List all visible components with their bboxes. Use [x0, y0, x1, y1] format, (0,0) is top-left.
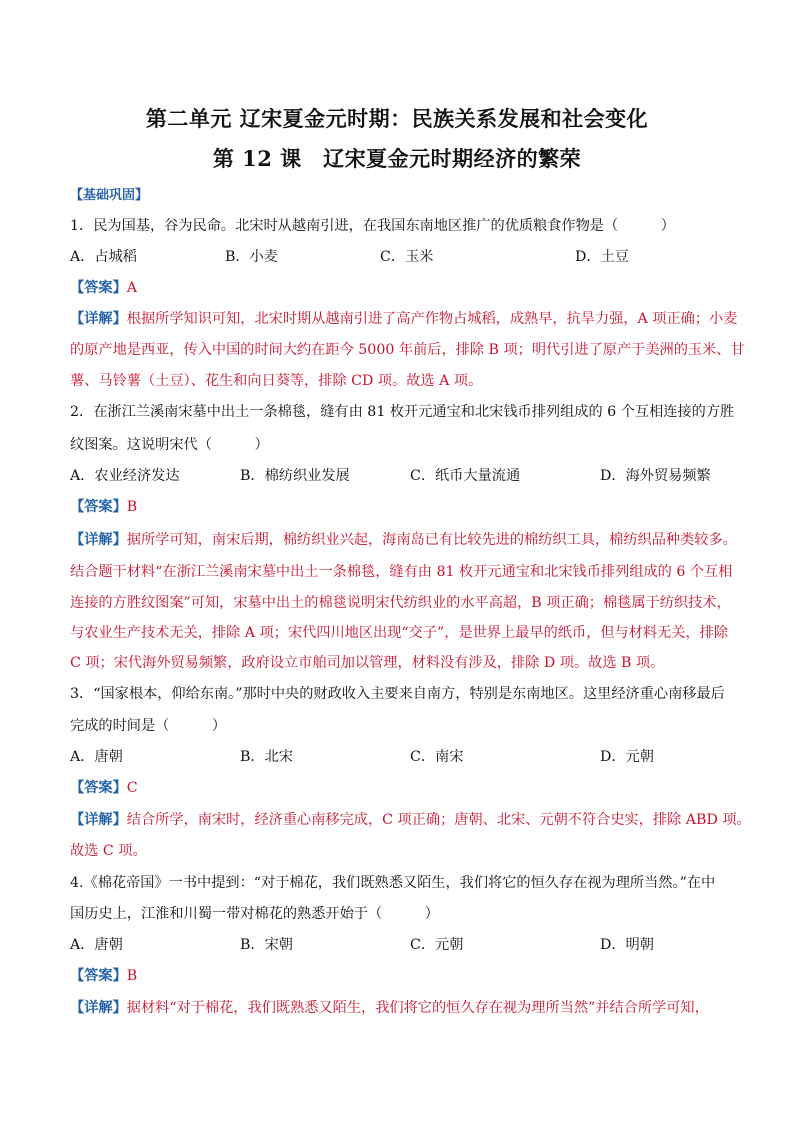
q2-options	[70, 466, 730, 486]
q3-option-a: A．唐朝	[70, 749, 123, 765]
answer-tag: 【答案】	[70, 968, 127, 984]
q2-detail-line: 结合题干材料“在浙江兰溪南宋墓中出土一条棉毯，缝有由 81 枚开元通宝和北宋钱币排列组成的 6 个互相	[70, 564, 733, 580]
q2-stem-line: 2．在浙江兰溪南宋墓中出土一条棉毯，缝有由 81 枚开元通宝和北宋钱币排列组成的 6 个互相连接的方胜	[70, 404, 735, 420]
q1-answer-value: A	[126, 280, 138, 296]
q1-detail-line: 的原产地是西亚，传入中国的时间大约在距今 5000 年前后，排除 B 项；明代引进了原产于美洲的玉米、甘	[70, 342, 745, 358]
q2-detail-line	[70, 530, 737, 550]
q4-options	[70, 935, 730, 955]
q4-detail-text: 据材料“对于棉花，我们既熟悉又陌生，我们将它的恒久存在视为理所当然”并结合所学可知，	[126, 1000, 709, 1016]
q1-detail-line	[70, 309, 737, 329]
q1-detail-line: 薯、马铃薯（土豆）、花生和向日葵等，排除 CD 项。故选 A 项。	[70, 373, 483, 389]
answer-tag: 【答案】	[70, 780, 127, 796]
q4-option-d: D．明朝	[600, 937, 654, 953]
q3-detail-line: 故选 C 项。	[70, 843, 147, 859]
q4-option-c: C．元朝	[410, 937, 464, 953]
q1-option-b: B．小麦	[225, 249, 278, 265]
q2-detail-line: 与农业生产技术无关，排除 A 项；宋代四川地区出现“交子”，是世界上最早的纸币，但与材料无关，排除	[70, 625, 729, 641]
q2-answer-value: B	[126, 499, 138, 515]
q4-detail-line	[70, 998, 709, 1018]
q2-option-b: B．棉纺织业发展	[240, 468, 350, 484]
q2-option-a: A．农业经济发达	[70, 468, 180, 484]
detail-tag: 【详解】	[70, 812, 127, 828]
detail-tag: 【详解】	[70, 532, 127, 548]
q1-options	[70, 247, 730, 267]
section-label: 【基础巩固】	[70, 188, 149, 203]
q4-stem-line: 国历史上，江淮和川蜀一带对棉花的熟悉开始于（ ）	[70, 906, 439, 922]
detail-tag: 【详解】	[70, 1000, 127, 1016]
q4-option-a: A．唐朝	[70, 937, 123, 953]
q1-detail-text: 根据所学知识可知，北宋时期从越南引进了高产作物占城稻，成熟早，抗旱力强，A 项正确；小麦	[126, 311, 738, 327]
q3-stem-line: 完成的时间是（ ）	[70, 718, 227, 734]
q2-option-c: C．纸币大量流通	[410, 468, 521, 484]
q1-option-d: D．土豆	[575, 249, 629, 265]
unit-title: 第二单元 辽宋夏金元时期：民族关系发展和社会变化	[145, 106, 649, 131]
answer-tag: 【答案】	[70, 499, 127, 515]
q1-stem: 1．民为国基，谷为民命。北宋时从越南引进，在我国东南地区推广的优质粮食作物是（ ）	[70, 218, 675, 234]
lesson-title: 第 12 课 辽宋夏金元时期经济的繁荣	[212, 146, 582, 171]
q2-stem-line: 纹图案。这说明宋代（ ）	[70, 437, 269, 453]
answer-tag: 【答案】	[70, 280, 127, 296]
q4-stem-line: 4.《棉花帝国》一书中提到：“对于棉花，我们既熟悉又陌生，我们将它的恒久存在视为理所当然。”在中	[70, 875, 716, 891]
q1-option-a: A．占城稻	[70, 249, 137, 265]
q2-detail-text: 据所学可知，南宋后期，棉纺织业兴起，海南岛已有比较先进的棉纺织工具，棉纺织品种类较多。	[126, 532, 737, 548]
q3-option-c: C．南宋	[410, 749, 464, 765]
q4-answer	[70, 966, 137, 986]
q3-options	[70, 747, 730, 767]
q3-answer	[70, 778, 138, 798]
q2-detail-line: C 项；宋代海外贸易频繁，政府设立市舶司加以管理，材料没有涉及，排除 D 项。故选 B 项。	[70, 655, 665, 671]
q3-option-d: D．元朝	[600, 749, 654, 765]
q1-answer	[70, 278, 137, 298]
q3-detail-text: 结合所学，南宋时，经济重心南移完成，C 项正确；唐朝、北宋、元朝不符合史实，排除 ABD 项。	[126, 812, 751, 828]
q1-option-c: C．玉米	[380, 249, 434, 265]
q4-answer-value: B	[126, 968, 138, 984]
q3-detail-line	[70, 810, 751, 830]
q3-stem-line: 3．“国家根本，仰给东南。”那时中央的财政收入主要来自南方，特别是东南地区。这里经济重心南移最后	[70, 686, 725, 702]
q2-option-d: D．海外贸易频繁	[600, 468, 711, 484]
detail-tag: 【详解】	[70, 311, 127, 327]
q3-answer-value: C	[126, 780, 138, 796]
q4-option-b: B．宋朝	[240, 937, 293, 953]
q2-answer	[70, 497, 137, 517]
q3-option-b: B．北宋	[240, 749, 293, 765]
q2-detail-line: 连接的方胜纹图案”可知，宋墓中出土的棉毯说明宋代纺织业的水平高超，B 项正确；棉毯属于纺织技术，	[70, 595, 731, 611]
